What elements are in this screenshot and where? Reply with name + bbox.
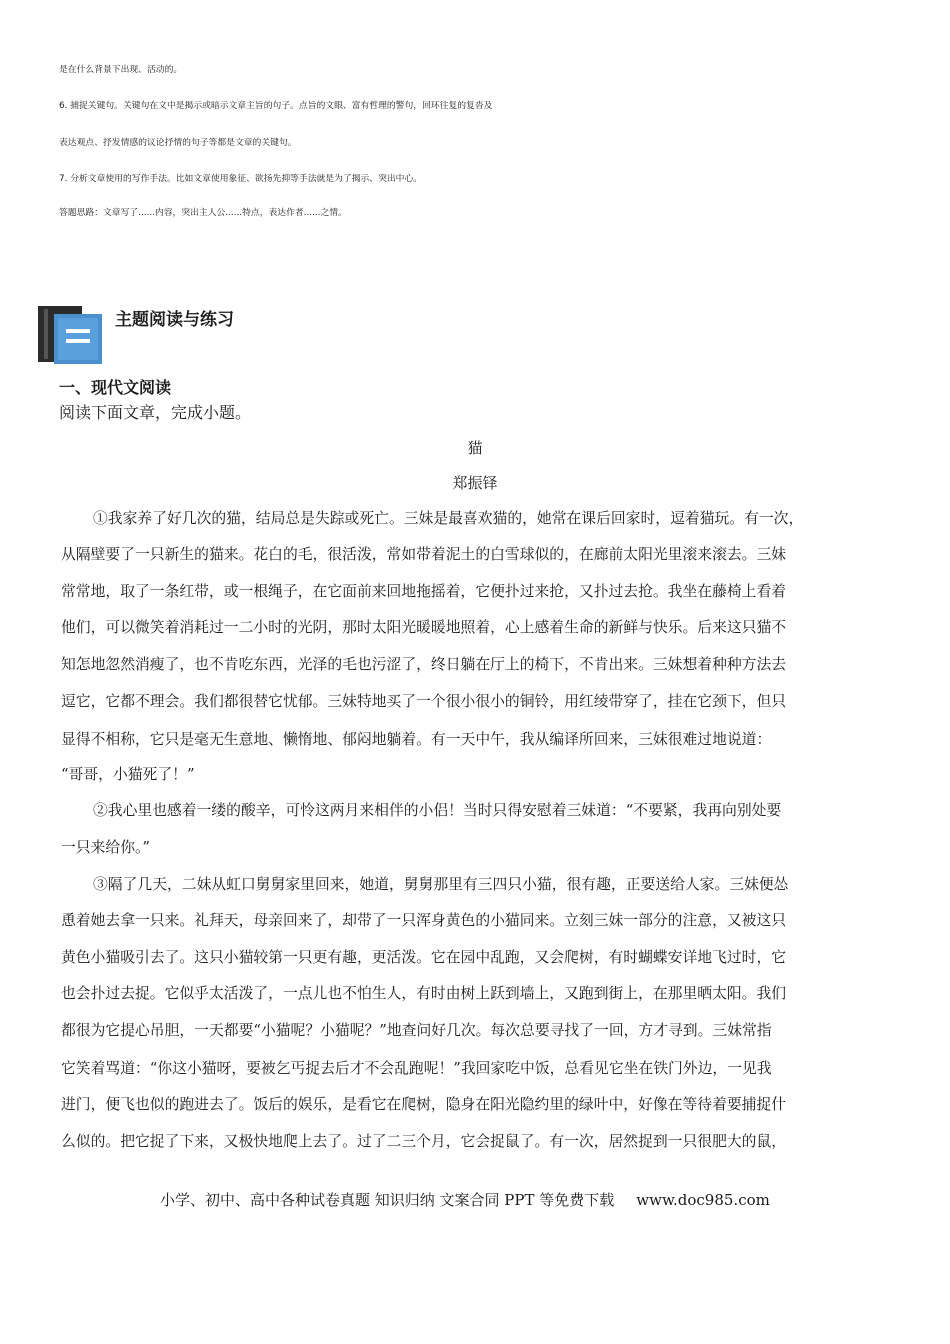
article-line: 常常地，取了一条红带，或一根绳子，在它面前来回地拖摇着，它便扑过来抢，又扑过去抢。我坐在藤椅上看着 — [61, 583, 787, 600]
intro-line: 6. 捕捉关键句。关键句在文中是揭示或暗示文章主旨的句子。点旨的文眼、富有哲理的警句，回环往复的复沓及 — [59, 101, 493, 111]
article-line: 都很为它提心吊胆，一天都要“小猫呢？小猫呢？”地查问好几次。每次总要寻找了一回，方才寻到。三妹常指 — [61, 1022, 772, 1039]
article-line: 他们，可以微笑着消耗过一二小时的光阴，那时太阳光暖暖地照着，心上感着生命的新鲜与快乐。后来这只猫不 — [61, 619, 787, 636]
article-line: ②我心里也感着一缕的酸辛，可怜这两月来相伴的小侣！当时只得安慰着三妹道：“不要紧，我再向别处要 — [93, 802, 782, 819]
article-line: 知怎地忽然消瘦了，也不肯吃东西，光泽的毛也污涩了，终日躺在厅上的椅下，不肯出来。三妹想着种种方法去 — [61, 656, 787, 673]
footer — [160, 1190, 770, 1210]
article-line: 逗它，它都不理会。我们都很替它忧郁。三妹特地买了一个很小很小的铜铃，用红绫带穿了，挂在它颈下，但只 — [61, 693, 787, 710]
article-line: 黄色小猫吸引去了。这只小猫较第一只更有趣，更活泼。它在园中乱跑，又会爬树，有时蝴蝶安详地飞过时，它 — [61, 949, 787, 966]
article-line: ③隔了几天，二妹从虹口舅舅家里回来，她道，舅舅那里有三四只小猫，很有趣，正要送给人家。三妹便怂 — [93, 876, 789, 893]
article-line: 进门，便飞也似的跑进去了。饭后的娱乐，是看它在爬树，隐身在阳光隐约里的绿叶中，好像在等待着要捕捉什 — [61, 1096, 787, 1113]
intro-line: 7. 分析文章使用的写作手法。比如文章使用象征、欲扬先抑等手法就是为了揭示、突出中心。 — [59, 174, 423, 184]
article-line: 显得不相称，它只是毫无生意地、懒惰地、郁闷地躺着。有一天中午，我从编译所回来，三妹很难过地说道： — [61, 731, 772, 748]
article-line: 么似的。把它捉了下来，又极快地爬上去了。过了二三个月，它会捉鼠了。有一次，居然捉到一只很肥大的鼠， — [61, 1133, 787, 1150]
article-title: 猫 — [467, 439, 483, 457]
article-line: 一只来给你。” — [61, 839, 150, 856]
footer-url[interactable]: www.doc985.com — [636, 1191, 770, 1209]
article-line: 恿着她去拿一只来。礼拜天，母亲回来了，却带了一只浑身黄色的小猫同来。立刻三妹一部分的注意，又被这只 — [61, 912, 787, 929]
article-line: 也会扑过去捉。它似乎太活泼了，一点儿也不怕生人，有时由树上跃到墙上，又跑到街上，在那里晒太阳。我们 — [61, 985, 787, 1002]
article-line: 它笑着骂道：“你这小猫呀，要被乞丐捉去后才不会乱跑呢！”我回家吃中饭，总看见它坐在铁门外边，一见我 — [61, 1060, 772, 1077]
section-title: 主题阅读与练习 — [115, 310, 234, 330]
intro-line: 是在什么背景下出现、活动的。 — [59, 65, 183, 75]
article-author: 郑振铎 — [452, 474, 498, 492]
article-line: “哥哥，小猫死了！” — [61, 766, 195, 783]
intro-line: 答题思路：文章写了......内容，突出主人公......特点，表达作者......之情。 — [59, 208, 347, 218]
footer-text: 小学、初中、高中各种试卷真题 知识归纳 文案合同 PPT 等免费下载 — [160, 1191, 615, 1209]
article-line: 从隔壁要了一只新生的猫来。花白的毛，很活泼，常如带着泥土的白雪球似的，在廊前太阳光里滚来滚去。三妹 — [61, 546, 787, 563]
intro-line: 表达观点、抒发情感的议论抒情的句子等都是文章的关键句。 — [59, 138, 297, 148]
part-heading: 一、现代文阅读 — [59, 378, 172, 397]
book-icon — [38, 304, 102, 364]
article-line: ①我家养了好几次的猫，结局总是失踪或死亡。三妹是最喜欢猫的，她常在课后回家时，逗着猫玩。有一次， — [93, 510, 804, 527]
instruction: 阅读下面文章，完成小题。 — [59, 403, 252, 422]
